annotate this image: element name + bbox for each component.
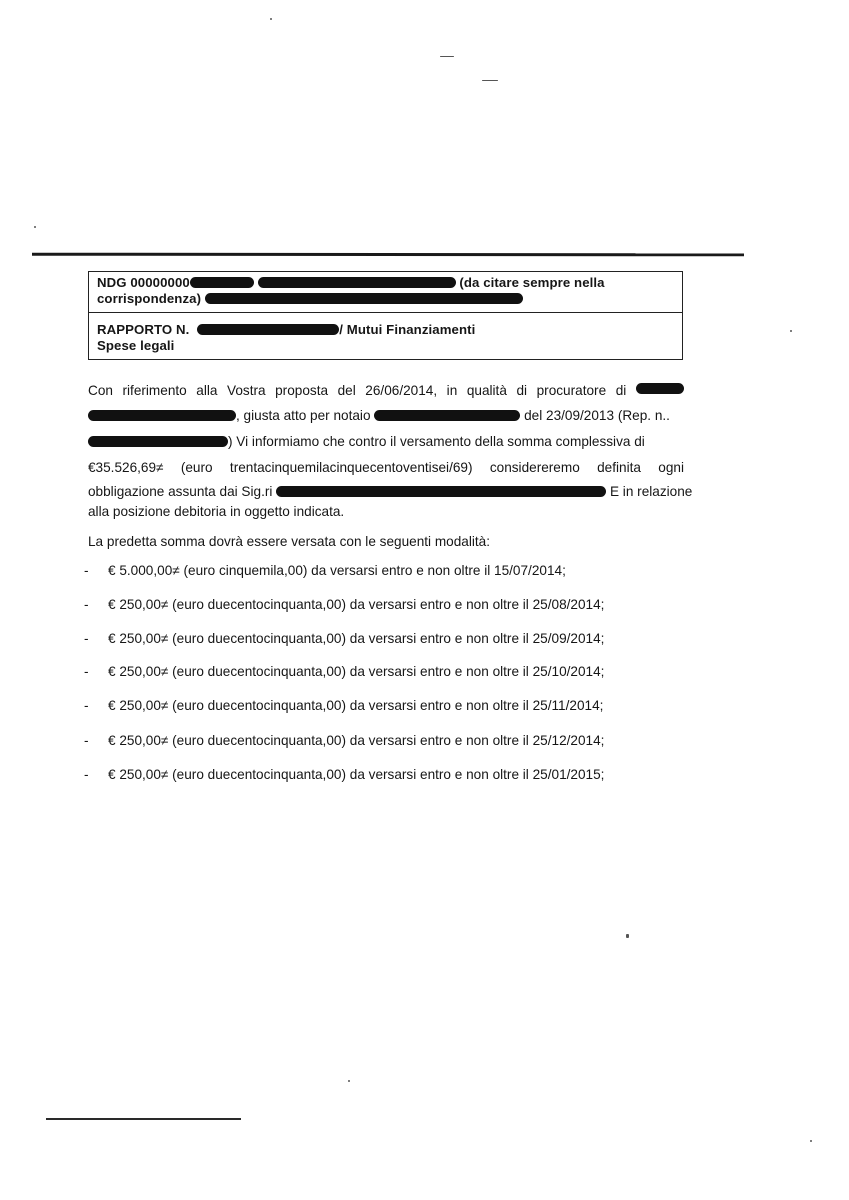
ndg-note-2: corrispondenza) (97, 291, 202, 306)
box-divider (89, 312, 682, 313)
list-dash: - (84, 597, 89, 612)
list-dash: - (84, 767, 89, 782)
scan-speck (270, 18, 272, 20)
scan-speck (482, 80, 498, 81)
list-dash: - (84, 664, 89, 679)
paragraph-text: alla posizione debitoria in oggetto indicata. (88, 504, 345, 519)
scan-speck (440, 56, 454, 57)
redaction-bar (197, 324, 339, 335)
footnote-rule (46, 1118, 241, 1120)
scan-speck (626, 934, 629, 938)
redaction-bar (276, 486, 606, 497)
list-dash: - (84, 698, 89, 713)
word: alla (196, 383, 218, 398)
list-dash: - (84, 733, 89, 748)
word: riferimento (122, 383, 187, 398)
word: procuratore (536, 383, 607, 398)
installment-text: € 5.000,00≠ (euro cinquemila,00) da versarsi entro e non oltre il 15/07/2014; (108, 563, 566, 578)
installment-text: € 250,00≠ (euro duecentocinquanta,00) da versarsi entro e non oltre il 25/10/2014; (108, 664, 605, 679)
installment-item (84, 698, 603, 713)
ndg-line (97, 275, 605, 290)
redaction-bar (374, 410, 520, 421)
word: (euro (180, 460, 213, 475)
word: 26/06/2014, (365, 383, 438, 398)
installment-item (84, 733, 604, 748)
installment-item (84, 767, 604, 782)
ndg-line-2 (97, 291, 523, 306)
word: del (337, 383, 356, 398)
installment-item (84, 631, 604, 646)
scan-speck (810, 1140, 812, 1142)
paragraph-line-2 (88, 408, 670, 423)
paragraph-2 (88, 534, 490, 549)
word: trentacinquemilacinquecentoventisei/69) (229, 460, 473, 475)
paragraph-line-3 (88, 434, 645, 449)
installment-text: € 250,00≠ (euro duecentocinquanta,00) da versarsi entro e non oltre il 25/08/2014; (108, 597, 605, 612)
word: qualità (466, 383, 507, 398)
list-dash: - (84, 631, 89, 646)
paragraph-line-1 (88, 383, 684, 398)
word: di (615, 383, 627, 398)
word: €35.526,69≠ (88, 460, 164, 475)
redaction-bar (205, 293, 523, 304)
word: definita (597, 460, 641, 475)
ndg-label: NDG 00000000 (97, 275, 190, 290)
ndg-note: (da citare sempre nella (459, 275, 605, 290)
word: in (446, 383, 458, 398)
redaction-bar (88, 410, 236, 421)
rapporto-line (97, 322, 475, 337)
list-dash: - (84, 563, 89, 578)
word: Con (88, 383, 113, 398)
rapporto-suffix: / Mutui Finanziamenti (339, 322, 476, 337)
word: di (516, 383, 528, 398)
installment-item (84, 597, 604, 612)
installment-text: € 250,00≠ (euro duecentocinquanta,00) da versarsi entro e non oltre il 25/11/2014; (108, 698, 604, 713)
paragraph-text: obbligazione assunta dai Sig.ri (88, 484, 273, 499)
spese-label: Spese legali (97, 338, 175, 353)
paragraph-text: ) Vi informiamo che contro il versamento della somma complessiva di (228, 434, 645, 449)
redaction-bar (190, 277, 254, 288)
redaction-bar (258, 277, 456, 288)
paragraph-text: del 23/09/2013 (Rep. n.. (524, 408, 670, 423)
installment-text: € 250,00≠ (euro duecentocinquanta,00) da versarsi entro e non oltre il 25/09/2014; (108, 631, 605, 646)
paragraph-text: , giusta atto per notaio (236, 408, 371, 423)
reference-box (88, 271, 683, 360)
scan-speck (790, 330, 792, 332)
paragraph-line-4 (88, 460, 684, 475)
scan-speck (34, 226, 36, 228)
word: considereremo (489, 460, 580, 475)
redaction-bar (88, 436, 228, 447)
word: Vostra (227, 383, 266, 398)
rapporto-label: RAPPORTO N. (97, 322, 190, 337)
paragraph-text: La predetta somma dovrà essere versata con le seguenti modalità: (88, 534, 490, 549)
word: proposta (275, 383, 329, 398)
paragraph-line-6 (88, 504, 344, 519)
redaction-bar (636, 383, 684, 394)
installment-item (84, 664, 604, 679)
installment-item (84, 563, 566, 578)
installment-text: € 250,00≠ (euro duecentocinquanta,00) da versarsi entro e non oltre il 25/01/2015; (108, 767, 605, 782)
spese-line (97, 338, 174, 353)
installment-text: € 250,00≠ (euro duecentocinquanta,00) da versarsi entro e non oltre il 25/12/2014; (108, 733, 605, 748)
scan-speck (348, 1080, 350, 1082)
word: ogni (658, 460, 684, 475)
paragraph-line-5 (88, 484, 692, 499)
header-rule (32, 253, 744, 257)
paragraph-text: E in relazione (609, 484, 693, 499)
